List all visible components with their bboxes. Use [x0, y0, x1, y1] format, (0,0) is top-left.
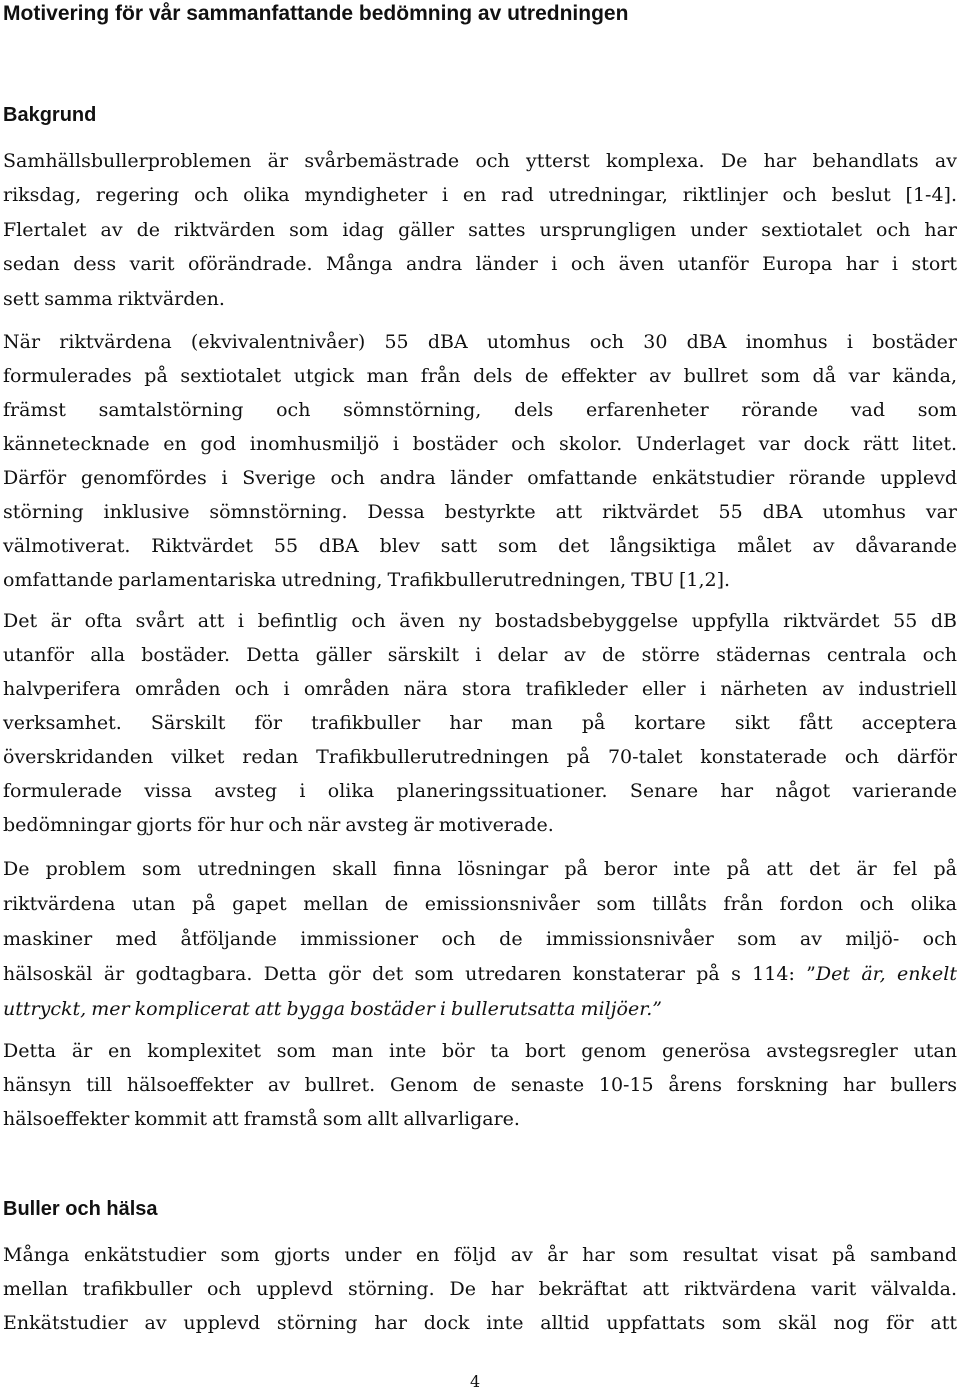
section-heading-bakgrund: Bakgrund — [3, 104, 97, 126]
text-line: störning inklusive sömnstörning. Dessa bestyrkte att riktvärdet 55 dBA utomhus var — [3, 501, 957, 523]
text-line: sett samma riktvärden. — [3, 287, 225, 310]
text-line: riktvärdena utan på gapet mellan de emissionsnivåer som tillåts från fordon och olika — [3, 893, 957, 915]
text-line: omfattande parlamentariska utredning, Trafikbullerutredningen, TBU [1,2]. — [3, 569, 731, 591]
text-line: formulerades på sextiotalet utgick man från dels de effekter av bullret som då var kända, — [3, 365, 957, 387]
text-line: Därför genomfördes i Sverige och andra länder omfattande enkätstudier rörande upplevd — [3, 467, 957, 489]
text-line: främst samtalstörning och sömnstörning, dels erfarenheter rörande vad som — [3, 399, 957, 421]
text-line: verksamhet. Särskilt för trafikbuller har man på kortare sikt fått acceptera — [3, 712, 957, 734]
text-line: Enkätstudier av upplevd störning har dock inte alltid uppfattats som skäl nog för att — [3, 1312, 957, 1334]
section-heading-buller-och-halsa: Buller och hälsa — [3, 1198, 158, 1220]
text-line: kännetecknade en god inomhusmiljö i bostäder och skolor. Underlaget var dock rätt litet. — [3, 433, 957, 455]
text-line: riksdag, regering och olika myndigheter i en rad utredningar, riktlinjer och beslut [1-4]. — [3, 184, 957, 207]
paragraph-enkatstudier — [3, 1238, 957, 1340]
text-line — [3, 992, 957, 1027]
quote-end: uttryckt, mer komplicerat att bygga bostäder i bullerutsatta miljöer.” — [3, 998, 662, 1020]
text-line: överskridanden vilket redan Trafikbullerutredningen på 70-talet konstaterade och därför — [3, 746, 957, 768]
page-title: Motivering för vår sammanfattande bedömning av utredningen — [3, 2, 629, 25]
text-line: formulerade vissa avsteg i olika planeringssituationer. Senare har något varierande — [3, 780, 957, 802]
text-line: hänsyn till hälsoeffekter av bullret. Genom de senaste 10-15 årens forskning har bullers — [3, 1074, 957, 1096]
paragraph-problem — [3, 852, 957, 1027]
text-line: maskiner med åtföljande immissioner och de immissionsnivåer som av miljö- och — [3, 928, 957, 950]
text-line: mellan trafikbuller och upplevd störning. De har bekräftat att riktvärdena varit välvalda. — [3, 1278, 957, 1300]
text-line: När riktvärdena (ekvivalentnivåer) 55 dBA utomhus och 30 dBA inomhus i bostäder — [3, 331, 957, 353]
text-line: Samhällsbullerproblemen är svårbemästrade och ytterst komplexa. De har behandlats av — [3, 150, 957, 172]
text-line: Detta är en komplexitet som man inte bör ta bort genom generösa avstegsregler utan — [3, 1040, 957, 1062]
text-line: utanför alla bostäder. Detta gäller särskilt i delar av de större städernas centrala och — [3, 644, 957, 666]
text-line: välmotiverat. Riktvärdet 55 dBA blev satt som det långsiktiga målet av dåvarande — [3, 535, 957, 557]
text-line: bedömningar gjorts för hur och när avsteg är motiverade. — [3, 814, 554, 836]
text-line: Många enkätstudier som gjorts under en följd av år har som resultat visat på samband — [3, 1244, 957, 1266]
text-line: hälsoeffekter kommit att framstå som allt allvarligare. — [3, 1108, 520, 1130]
text-line: halvperifera områden och i områden nära stora trafikleder eller i närheten av industriell — [3, 678, 957, 700]
quote-intro: hälsoskäl är godtagbara. Detta gör det som utredaren konstaterar på s 114: ” — [3, 963, 816, 985]
text-line — [3, 957, 957, 992]
page-number: 4 — [470, 1372, 481, 1391]
paragraph-avsteg — [3, 604, 957, 842]
quote-start: Det är, enkelt — [815, 963, 957, 985]
text-line: De problem som utredningen skall finna lösningar på beror inte på att det är fel på — [3, 858, 957, 880]
text-line: sedan dess varit oförändrade. Många andra länder i och även utanför Europa har i stort — [3, 253, 957, 276]
text-line: Flertalet av de riktvärden som idag gäller sattes ursprungligen under sextiotalet och har — [3, 218, 957, 241]
paragraph-komplexitet — [3, 1034, 957, 1136]
paragraph-bakgrund-1 — [3, 144, 957, 316]
paragraph-riktvarden — [3, 325, 957, 597]
text-line: Det är ofta svårt att i befintlig och även ny bostadsbebyggelse uppfylla riktvärdet 55 dB — [3, 610, 957, 632]
